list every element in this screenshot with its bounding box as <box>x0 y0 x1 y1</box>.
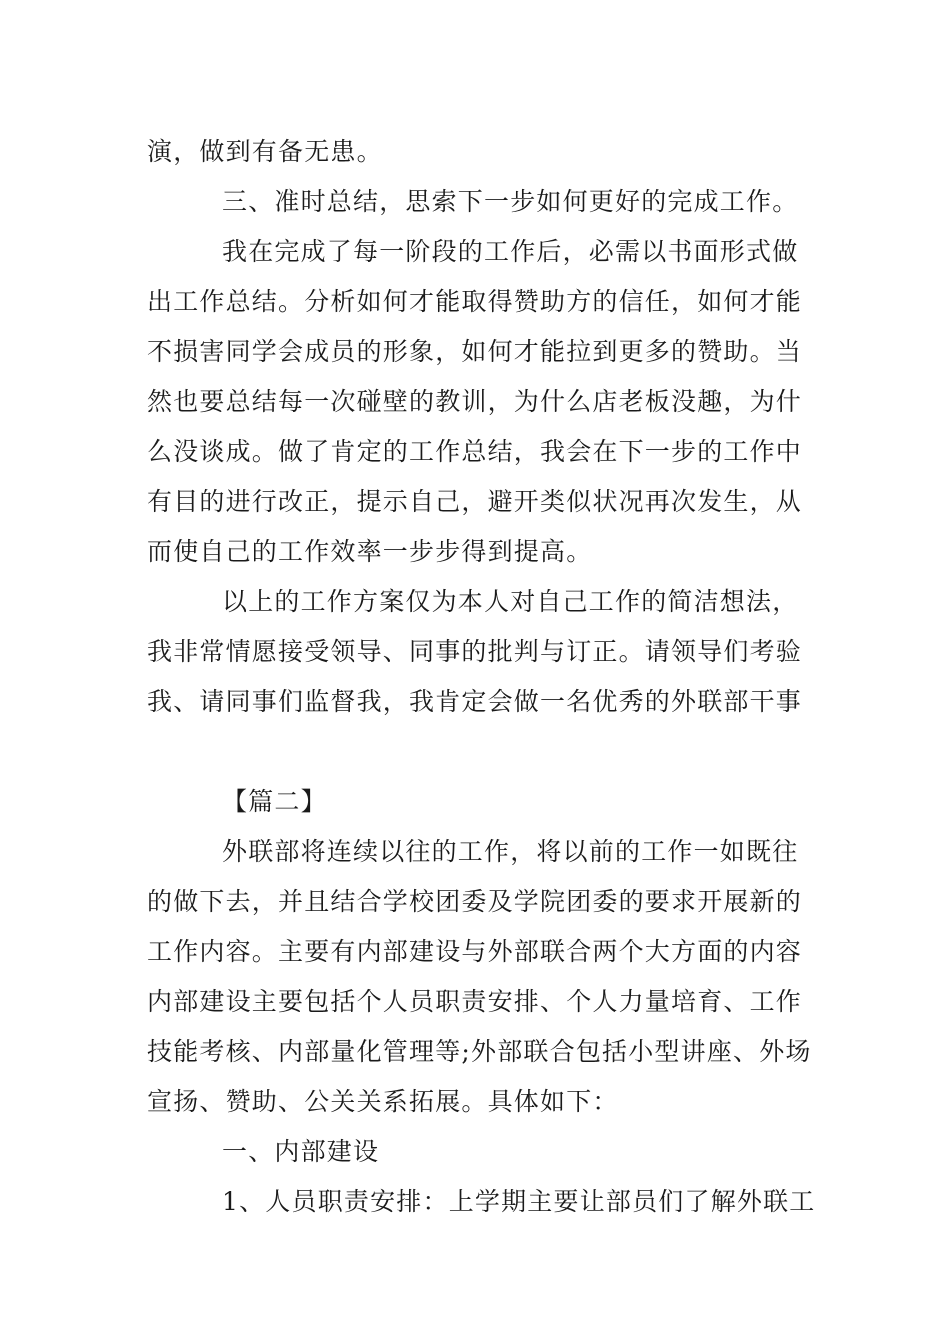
paragraph-line: 工作内容。主要有内部建设与外部联合两个大方面的内容 <box>147 937 803 966</box>
paragraph-line: 内部建设主要包括个人员职责安排、个人力量培育、工作 <box>147 987 803 1016</box>
paragraph-line: 外联部将连续以往的工作，将以前的工作一如既往 <box>222 837 799 866</box>
section-heading: 三、准时总结，思索下一步如何更好的完成工作。 <box>222 187 799 216</box>
paragraph-line: 宣扬、赞助、公关关系拓展。具体如下： <box>147 1087 619 1116</box>
paragraph-line: 不损害同学会成员的形象，如何才能拉到更多的赞助。当 <box>147 337 803 366</box>
paragraph-line: 么没谈成。做了肯定的工作总结，我会在下一步的工作中 <box>147 437 803 466</box>
paragraph-line: 的做下去，并且结合学校团委及学院团委的要求开展新的 <box>147 887 803 916</box>
paragraph-line: 出工作总结。分析如何才能取得赞助方的信任，如何才能 <box>147 287 803 316</box>
chapter-heading: 【篇二】 <box>222 787 327 816</box>
paragraph-line: 技能考核、内部量化管理等;外部联合包括小型讲座、外场 <box>147 1037 812 1066</box>
paragraph-line: 有目的进行改正，提示自己，避开类似状况再次发生，从 <box>147 487 803 516</box>
paragraph-line: 1、人员职责安排：上学期主要让部员们了解外联工 <box>222 1187 816 1216</box>
paragraph-line: 而使自己的工作效率一步步得到提高。 <box>147 537 593 566</box>
paragraph-line: 然也要总结每一次碰壁的教训，为什么店老板没趣，为什 <box>147 387 803 416</box>
paragraph-line: 我、请同事们监督我，我肯定会做一名优秀的外联部干事 <box>147 687 803 716</box>
section-heading: 一、内部建设 <box>222 1137 380 1166</box>
paragraph-line: 演，做到有备无患。 <box>147 137 383 166</box>
paragraph-line: 我在完成了每一阶段的工作后，必需以书面形式做 <box>222 237 799 266</box>
paragraph-line: 以上的工作方案仅为本人对自己工作的简洁想法， <box>222 587 799 616</box>
paragraph-line: 我非常情愿接受领导、同事的批判与订正。请领导们考验 <box>147 637 803 666</box>
